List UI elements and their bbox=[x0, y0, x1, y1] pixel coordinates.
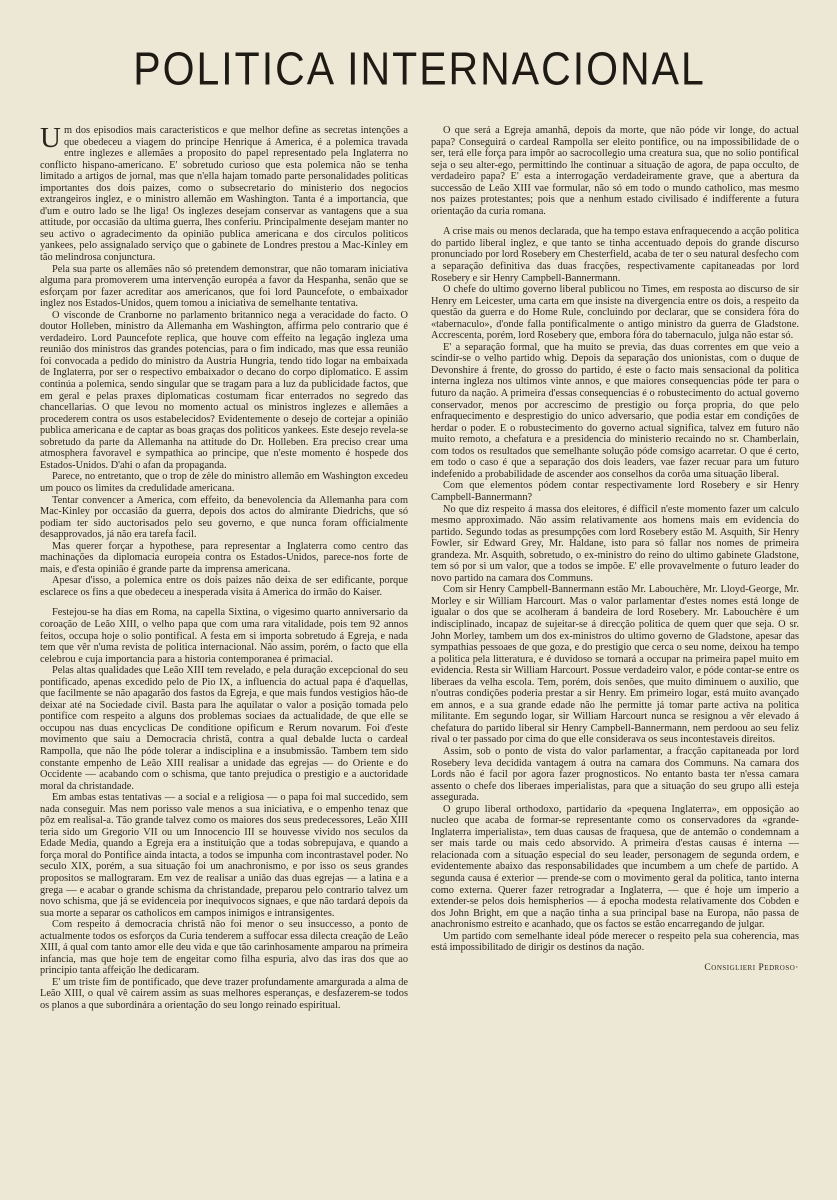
paragraph-text: Com que elementos pódem contar respectivamente lord Rosebery e sir Henry Campbell-Bannermann? bbox=[431, 480, 799, 503]
paragraph bbox=[40, 665, 408, 792]
paragraph-text: Assim, sob o ponto de vista do valor parlamentar, a fracção capitaneada por lord Rosebery leva decidida vantagem á outra na camara dos Communs. Na camara dos Lords não é facil por agora fazer prognosticos. No entanto basta ter n'essa camara assento o chefe dos liberaes imperialistas, para que a situação do seu grupo alli esteja assegurada. bbox=[431, 745, 799, 804]
paragraph-text: O que será a Egreja amanhã, depois da morte, que não póde vir longe, do actual papa? Conseguirá o cardeal Rampolla ser eleito pontifice, ou na impossibilidade de o ser, terá elle força para impôr ao sacrocollegio uma creatura sua, que no solio pontifical seja o seu alter-ego, permittindo lhe continuar a situação de agora, de papa occulto, de verdadeiro papa? E' esta a interrogação verdadeiramente grave, que a abertura da successão de Leão XIII vae formular, não só em todo o mundo catholico, mas mesmo nos paizes protestantes; pois que a nenhum estado civilisado é indifferente a futura orientação da curia romana. bbox=[431, 125, 799, 217]
paragraph bbox=[40, 977, 408, 1012]
right-column bbox=[431, 125, 799, 1012]
paragraph-text: Com sir Henry Campbell-Bannermann estão Mr. Labouchère, Mr. Lloyd-George, Mr. Morley e sir William Harcourt. Mas o valor parlamentar d'estes nomes está longe de igualar o dos que se acolheram á bandeira de lord Rosebery. Mr. Labouchère é um indisciplinado, incapaz de sujeitar-se á direcção politica de quem quer que seja. O sr. John Morley, tambem um dos ex-ministros do ultimo governo de Gladstone, apesar das sympathias pessoaes de que goza, e do prestigio que cerca o seu nome, deixou ha tempo a politica pela litteratura, e é duvidoso se tornará a occupar na primeira papel muito em evidencia. Resta sir William Harcourt. Possue verdadeiro valor, e póde contar-se entre os liberaes da velha escola. Tem, porém, dois senões, que muito diminuem o auxilio, que n'outras condições poderia prestar a sir Henry. Em primeiro logar, está muito avançado em annos, e a sua grande edade não lhe permitte já tomar parte activa na politica militante. Em segundo logar, sir William Harcourt nunca se resignou a vêr elevado á chefatura do partido liberal sir Henry Campbell-Bannermann, nem perdoou ao seu feliz rival o ter passado por cima do que elle considerava os seus incontestaveis direitos. bbox=[431, 584, 799, 746]
paragraph bbox=[40, 122, 408, 264]
article-title: POLITICA INTERNACIONAL bbox=[133, 43, 706, 95]
paragraph bbox=[40, 607, 408, 665]
paragraph-text: E' um triste fim de pontificado, que deve trazer profundamente amargurada a alma de Leão XIII, o qual vê cairem assim as suas melhores esperanças, e desfazerem-se todos os planos a que subordinára a orientação do seu longo reinado espiritual. bbox=[40, 976, 408, 1012]
paragraph-text: Um partido com semelhante ideal póde merecer o respeito pela sua coherencia, mas está impossibilitado de dirigir os destinos da nação. bbox=[431, 930, 799, 954]
paragraph bbox=[40, 264, 408, 310]
paragraph-text: O visconde de Cranborne no parlamento britannico nega a veracidade do facto. O doutor Holleben, ministro da Allemanha em Washington, affirma pelo contrario que é verdadeiro. Lord Pauncefote replica, que houve com effeito na legação ingleza uma reunião dos ministros das grandes potencias, para o fim indicado, mas que essa reunião foi convocada a pedido do ministro da Austria Hungria, tendo tido logar na embaixada de Inglaterra, por ser o respectivo embaixador o decano do corpo diplomatico. E assim continúa a polemica, sendo singular que se tragam para a luz da publicidade factos, que em geral e pelas praxes diplomaticas costumam ficar enterrados no segredo das chancellarias. O que levou no momento actual os ministros inglezes e allemães a procederem contra os usos estabelecidos? Evidentemente o desejo de cortejar a opinião publica americana e de captar as boas graças dos politicos yankees. Este desejo revela-se sobretudo da parte da Allemanha na attitude do Dr. Holleben. Era preciso crear uma atmosphera favoravel e sympathica ao principe, que n'este momento é hospede dos Estados-Unidos. D'ahi o afan da propaganda. bbox=[40, 309, 408, 471]
paragraph-text: Apesar d'isso, a polemica entre os dois paizes não deixa de ser edificante, porque esclarece os fins a que obedeceu a inesperada visita á America do irmão do Kaiser. bbox=[40, 575, 408, 598]
paragraph bbox=[40, 792, 408, 919]
paragraph-text: O chefe do ultimo governo liberal publicou no Times, em resposta ao discurso de sir Henry em Leicester, uma carta em que insiste na divergencia entre os dois, a respeito da questão da guerra e do Home Rule, concluindo por declarar, que se considera fóra do «tabernaculo», d'onde falla pontificalmente o antigo ministro da guerra de Gladstone. Accrescenta, porém, lord Rosebery que, embora fóra do tabernaculo, julga não estar só. bbox=[431, 284, 799, 342]
paragraph-text: E' a separação formal, que ha muito se previa, das duas correntes em que veio a scindir-se o velho partido whig. Depois da separação dos unionistas, com o duque de Devonshire á frente, do grosso do partido, é este o facto mais sensacional da politica interna ingleza nos ultimos vinte annos, e que maiores consequencias póde ter para o futuro da nação. A primeira d'essas consequencias é o robustecimento do actual governo conservador, menos por accrescimo de prestigio ou força propria, do que pelo enfraquecimento e desprestigio do unico adversario, que podia estar em condições de herdar o poder. E o robustecimento do governo actual significa, talvez em futuro não muito remoto, a chefatura e a presidencia do ministerio recaindo no sr. Chamberlain, com todos os resultados que semelhante solução póde comsigo acarretar. O que é certo, em todo o caso é que a separação dos dois leaders, vae fazer recuar para um futuro indefenido a probabilidade de ascender aos conselhos da corôa uma situação liberal. bbox=[431, 341, 799, 480]
paragraph bbox=[40, 575, 408, 598]
paragraph-text: Com respeito á democracia christã não foi menor o seu insuccesso, a ponto de actualmente todos os esforços da Curia tenderem a suffocar essa dilecta creação de Leão XIII, á qual com tanto amor elle deu vida e que tão carinhosamente amparou na primeira infancia, mas que hoje tem de engeitar como filha espuria, alvo das iras dos que ao principio tanta affeição lhe dedicaram. bbox=[40, 919, 408, 977]
paragraph bbox=[431, 226, 799, 284]
paragraph-text: O grupo liberal orthodoxo, partidario da «pequena Inglaterra», em opposição ao nucleo que acaba de formar-se representante como os conservadores da «grande-Inglaterra imperialista», tem duas causas de fraquesa, que de antemão o condemnam a ser mais tarde ou mais cedo absorvido. A primeira d'estas causas é interna — relacionada com a situação especial do seu leader, personagem de segunda ordem, e evidentemente abaixo das responsabilidades que incumbem a um chefe de partido. A segunda causa é exterior — prende-se com o movimento geral da politica, tanto interna como externa. Querer fazer retrogradar a Inglaterra, — que é hoje um imperio a extender-se pelos dois hemispherios — á epocha modesta relativamente dos Cobden e dos John Bright, em que a nação tinha a sua principal base na Europa, não passa de anachronismo estreito e acanhado, que os factos se estão encarregando de julgar. bbox=[431, 803, 799, 931]
paragraph bbox=[431, 504, 799, 585]
paragraph bbox=[40, 541, 408, 576]
paragraph bbox=[431, 746, 799, 804]
left-column bbox=[40, 122, 408, 1012]
paragraph bbox=[40, 471, 408, 494]
paragraph-text: Pelas altas qualidades que Leão XIII tem revelado, e pela duração excepcional do seu pontificado, apenas excedido pelo de Pio IX, a influencia do actual papa é d'aquellas, que facilmente se não apagarão dos fastos da Egreja, e que mais fundos vestigios hão-de deixar até na Sociedade civil. Basta para lhe aquilatar o valor a posição tomada pelo pontifice com respeito a alguns dos problemas sociaes da actualidade, de que elle se occupou nas duas encyclicas De conditione opificum e Rerum novarum. Foi d'este movimento que saiu a Democracia christã, contra a qual debalde lucta o cardeal Rampolla, que não lhe póde tolerar a indisciplina e a insubmissão. Tambem tem sido constante empenho de Leão XIII realisar a unidade das egrejas — do Oriente e do Occidente — acabando com o schisma, que tanto prejudica o prestigio e a auctoridade moral da christandade. bbox=[40, 665, 408, 792]
paragraph-text: Festejou-se ha dias em Roma, na capella Sixtina, o vigesimo quarto anniversario da coroação de Leão XIII, o velho papa que com uma rara vitalidade, pois tem 92 annos feitos, occupa hoje o solio pontifical. A festa em si importa sobretudo á Egreja, e nada tem que vêr n'uma revista de politica internacional. Não assim, porém, o facto que ella celebrou e cuja importancia para a historia contemporanea é primacial. bbox=[40, 607, 408, 665]
paragraph bbox=[431, 284, 799, 342]
paragraph-text: A crise mais ou menos declarada, que ha tempo estava enfraquecendo a acção politica do partido liberal inglez, e que tanto se tinha accentuado depois do grande discurso pronunciado por lord Rosebery em Chesterfield, acaba de ter o seu natural desfecho com a separação definitiva das duas fracções, respectivamente capitaneadas por lord Rosebery e sir Henry Campbell-Bannermann. bbox=[431, 226, 799, 284]
paragraph bbox=[40, 310, 408, 472]
paragraph bbox=[431, 342, 799, 481]
paragraph bbox=[431, 584, 799, 746]
paragraph bbox=[431, 931, 799, 954]
paragraph bbox=[431, 125, 799, 217]
paragraph-text: Mas querer forçar a hypothese, para representar a Inglaterra como centro das machinações da diplomacia europeia contra os Estados-Unidos, parece-nos forte de mais, e d'esta opinião é grande parte da imprensa americana. bbox=[40, 540, 408, 575]
author-signature: Consiglieri Pedroso· bbox=[704, 961, 799, 973]
paragraph-text: Tentar convencer a America, com effeito, da benevolencia da Allemanha para com Mac-Kinley por occasião da guerra, depois dos actos do almirante Diedrichs, que só podiam ter sido auctorisados pelo seu governo, e que nunca foram officialmente desapprovados, já não era tarefa facil. bbox=[40, 494, 408, 541]
paragraph-text: Pela sua parte os allemães não só pretendem demonstrar, que não tomaram iniciativa alguma para promoverem uma intervenção européa a favor da Hespanha, senão que se esforçam por fazer acreditar aos americanos, que foi lord Pauncefote, o embaixador inglez nos Estados-Unidos, quem tomou a iniciativa de semelhante tentativa. bbox=[40, 263, 408, 310]
paragraph bbox=[40, 495, 408, 541]
paragraph bbox=[431, 480, 799, 503]
paragraph bbox=[40, 919, 408, 977]
paragraph-text: m dos episodios mais caracteristicos e que melhor define as secretas intenções a que obedeceu a viagem do principe Henrique á America, é a polemica travada entre inglezes e allemães a proposito do papel representado pela Inglaterra no conflicto hispano-americano. E' sobretudo curioso que esta polemica não se tenha limitado a artigos de jornal, mas que n'ella hajam tomado parte personalidades politicas importantes dos dois paizes, como o subsecretario do ministerio dos negocios extrangeiros inglez, e o ministro allemão em Washington. Tanta é a importancia, que d'um e outro lado se lhe liga! Os inglezes desejam conservar as vantagens que a sua attitude, por occasião da ultima guerra, lhes conferiu. Principalmente desejam manter no seu activo o agradecimento da opinião publica americana e dos circulos politicos yankees, pelo assignalado serviço que o gabinete de Londres prestou a Mac-Kinley em tão melindrosa conjunctura. bbox=[40, 125, 408, 264]
paragraph bbox=[431, 804, 799, 931]
paragraph-text: No que diz respeito á massa dos eleitores, é difficil n'este momento fazer um calculo mesmo approximado. Não assim relativamente aos homens mais em evidencia do partido. Segundo todas as presumpções com lord Rosebery estão M. Asquith, Sir Henry Fowler, sir Edward Grey, Mr. Haldane, isto para só fallar nos nomes de primeira grandeza. Mr. Asquith, sobretudo, o ex-ministro do reino do ultimo gabinete Gladstone, tem só por si um valor, que a todos se impõe. E' elle provavelmente o futuro leader do novo partido na camara dos Communs. bbox=[431, 503, 799, 584]
paragraph-text: Parece, no entretanto, que o trop de zèle do ministro allemão em Washington excedeu um pouco os limites da credulidade americana. bbox=[40, 471, 408, 494]
article-body bbox=[40, 122, 799, 1012]
drop-cap: U bbox=[40, 122, 61, 154]
paragraph-text: Em ambas estas tentativas — a social e a religiosa — o papa foi mal succedido, sem nada conseguir. Mas nem porisso vale menos a sua iniciativa, e o empenho tenaz que pôz em realisal-a. Tão grande talvez como os maiores dos seus predecessores, Leão XIII teria sido um Gregorio VII ou um Innocencio III se houvesse vivido nos seculos da Edade Media, quando a Egreja era a instituição que a todas sobrepujava, e quando a força moral do Pontifice ainda intacta, a todos se impunha com incontrastavel poder. No seculo XIX, porém, a sua situação foi um anachronismo, e por isso os seus grandes propositos se mallograram. Em vez de realisar a união das duas egrejas — a latina e a grega — e acabar o grande schisma da christandade, preparou pelo contrario talvez um novo schisma, que já se evidenceia por inequivocos signaes, e que não tardará depois da sua morte a separar os catholicos em campos inimigos e intransigentes. bbox=[40, 792, 408, 919]
